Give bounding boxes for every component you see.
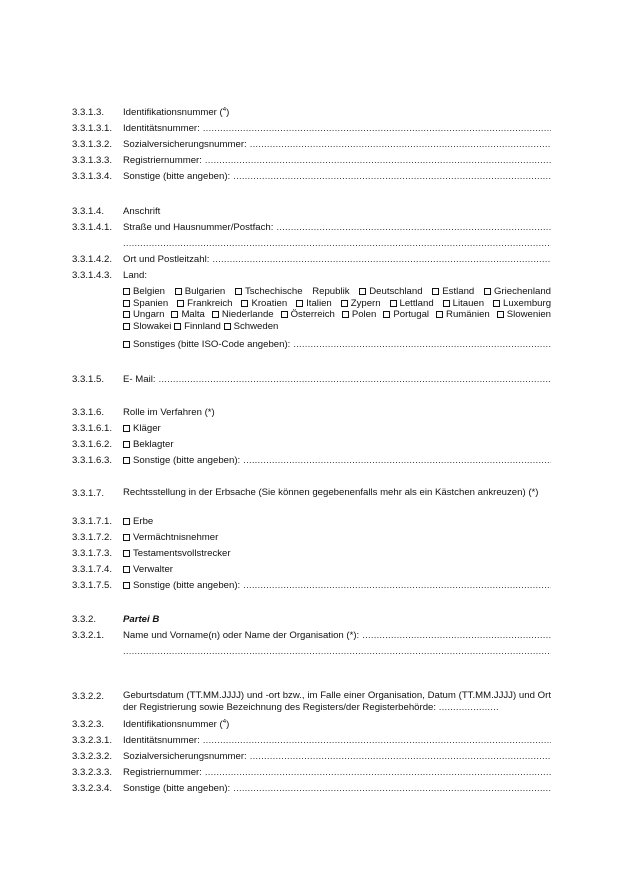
field-country — [72, 267, 551, 281]
section-title: Anschrift — [123, 206, 161, 217]
option-defendant[interactable] — [72, 436, 551, 450]
checkbox-icon[interactable] — [443, 300, 450, 307]
field-label: Straße und Hausnummer/Postfach: — [123, 222, 274, 233]
country-option[interactable] — [123, 286, 165, 297]
country-option[interactable] — [493, 298, 551, 309]
field-number: 3.3.1.7.2. — [72, 532, 113, 543]
checkbox-icon[interactable] — [383, 311, 390, 318]
checkbox-icon[interactable] — [241, 300, 248, 307]
option-executor[interactable] — [72, 545, 551, 559]
field-label: E- Mail: — [123, 374, 156, 385]
checkbox-icon[interactable] — [123, 550, 130, 557]
option-role-other[interactable] — [72, 452, 551, 466]
field-label: Geburtsdatum (TT.MM.JJJJ) und -ort bzw., im Falle einer Organisation, Datum (TT.MM.JJJJ) und Ort der Registrierung sowie Bezeichnung des Registers/der Registerbehörde: — [123, 690, 551, 713]
checkbox-icon[interactable] — [123, 534, 130, 541]
field-number: 3.3.1.6.3. — [72, 455, 113, 466]
field-number: 3.3.1.6.2. — [72, 439, 113, 450]
country-option[interactable] — [123, 321, 171, 332]
country-label: Slowakei — [133, 321, 172, 333]
country-option[interactable] — [484, 286, 551, 297]
section-heading-address — [72, 203, 551, 217]
country-option[interactable] — [224, 321, 279, 332]
checkbox-icon[interactable] — [123, 518, 130, 525]
field-label: Registriernummer: — [123, 155, 202, 166]
fill-in-line[interactable] — [212, 254, 551, 265]
country-option[interactable] — [390, 298, 434, 309]
field-label: Identitätsnummer: — [123, 735, 200, 746]
checkbox-icon[interactable] — [174, 323, 181, 330]
checkbox-icon[interactable] — [497, 311, 504, 318]
checkbox-icon[interactable] — [224, 323, 231, 330]
country-option[interactable] — [171, 309, 204, 320]
checkbox-icon[interactable] — [123, 288, 130, 295]
country-option[interactable] — [123, 309, 164, 320]
field-label: Registriernummer: — [123, 767, 202, 778]
fill-in-line[interactable] — [250, 139, 551, 150]
checkbox-icon[interactable] — [123, 457, 130, 464]
fill-in-line[interactable]: ..................... — [438, 701, 499, 713]
field-number: 3.3.1.7.4. — [72, 564, 113, 575]
country-option[interactable] — [281, 309, 335, 320]
section-title: Partei B — [123, 614, 160, 625]
checkbox-icon[interactable] — [342, 311, 349, 318]
section-title: Rolle im Verfahren (*) — [123, 407, 215, 418]
country-option[interactable] — [359, 286, 422, 297]
fill-in-line[interactable] — [276, 222, 551, 233]
field-number: 3.3.2.3.3. — [72, 767, 113, 778]
option-label: Kläger — [133, 423, 161, 434]
fill-in-line[interactable] — [233, 783, 551, 794]
field-registration-number-b[interactable] — [72, 764, 551, 778]
country-option[interactable] — [443, 298, 484, 309]
country-option[interactable] — [123, 298, 168, 309]
field-number: 3.3.1.4.3. — [72, 270, 113, 281]
field-number: 3.3.1.7.3. — [72, 548, 113, 559]
fill-in-line[interactable] — [123, 238, 551, 249]
country-label: Kroatien — [251, 297, 288, 309]
field-number: 3.3.1.3.2. — [72, 139, 113, 150]
fill-in-line[interactable] — [203, 123, 551, 134]
country-label: Bulgarien — [184, 286, 226, 297]
country-label: Rumänien — [446, 309, 490, 321]
field-other-id-b[interactable] — [72, 780, 551, 794]
field-birth-registration[interactable] — [123, 690, 551, 713]
country-checkbox-list — [123, 286, 551, 333]
country-label: Ungarn — [133, 309, 165, 321]
fill-in-line[interactable] — [362, 630, 551, 641]
field-number: 3.3.1.3.4. — [72, 171, 113, 182]
field-label: Ort und Postleitzahl: — [123, 254, 210, 265]
checkbox-icon[interactable] — [123, 566, 130, 573]
field-social-security-number-b[interactable] — [72, 748, 551, 762]
country-other-option[interactable]: Sonstiges (bitte ISO-Code angeben): — [123, 339, 290, 350]
checkbox-icon[interactable] — [123, 441, 130, 448]
checkbox-icon[interactable] — [177, 300, 184, 307]
section-number: 3.3.2.3. — [72, 719, 105, 730]
checkbox-icon[interactable] — [123, 311, 130, 318]
checkbox-icon[interactable] — [171, 311, 178, 318]
option-label: Sonstige (bitte angeben): — [133, 455, 241, 466]
option-label: Sonstige (bitte angeben): — [133, 580, 241, 591]
country-label: Slowenien — [506, 309, 552, 321]
country-label: Italien — [306, 297, 332, 309]
option-label: Erbe — [133, 516, 154, 527]
field-number: 3.3.1.5. — [72, 374, 105, 385]
country-label: Portugal — [393, 309, 430, 321]
field-number: 3.3.1.7.1. — [72, 516, 113, 527]
fill-in-line[interactable] — [203, 735, 551, 746]
country-label: Belgien — [133, 286, 166, 297]
country-option[interactable] — [241, 298, 287, 309]
country-option[interactable] — [436, 309, 490, 320]
fill-in-line[interactable] — [205, 767, 551, 778]
country-label: Luxemburg — [503, 297, 552, 309]
fill-in-line[interactable] — [205, 155, 551, 166]
option-label: Testamentsvollstrecker — [133, 548, 231, 559]
checkbox-icon[interactable] — [123, 300, 130, 307]
option-claimant[interactable] — [72, 420, 551, 434]
checkbox-icon[interactable] — [123, 582, 130, 589]
field-city-postcode[interactable] — [72, 251, 551, 265]
field-name-party-b-continuation[interactable] — [72, 643, 551, 657]
section-heading-identification-a — [72, 104, 551, 118]
field-label: Identitätsnummer: — [123, 123, 200, 134]
section-number: 3.3.1.3. — [72, 107, 105, 118]
field-number: 3.3.1.6.1. — [72, 423, 113, 434]
section-heading-identification-b — [72, 716, 551, 730]
section-title: Identifikationsnummer ($^4$) — [123, 719, 230, 730]
country-label: Zypern — [350, 297, 381, 309]
country-label: Österreich — [290, 309, 335, 321]
country-option[interactable] — [177, 298, 232, 309]
field-registration-number-a[interactable] — [72, 152, 551, 166]
section-number: 3.3.1.7. — [72, 488, 105, 499]
fill-in-line[interactable] — [159, 374, 551, 385]
country-option[interactable] — [341, 298, 381, 309]
checkbox-icon[interactable] — [281, 311, 288, 318]
field-street[interactable] — [72, 219, 551, 233]
country-label: Spanien — [133, 297, 169, 309]
section-title: Identifikationsnummer ($^4$) — [123, 107, 230, 118]
country-label: Frankreich — [187, 297, 233, 309]
field-label: Sonstige (bitte angeben): — [123, 783, 231, 794]
country-label: Finnland — [184, 321, 221, 333]
field-email[interactable] — [72, 371, 551, 385]
checkbox-icon[interactable] — [436, 311, 443, 318]
fill-in-line[interactable] — [233, 171, 551, 182]
field-label: Land: — [123, 270, 148, 281]
section-number: 3.3.1.4. — [72, 206, 105, 217]
field-label: Name und Vorname(n) oder Name der Organisation (*): — [123, 630, 360, 641]
country-label: Niederlande — [221, 309, 274, 321]
field-social-security-number-a[interactable] — [72, 136, 551, 150]
checkbox-icon[interactable] — [175, 288, 182, 295]
fill-in-line[interactable] — [250, 751, 551, 762]
country-option[interactable] — [342, 309, 377, 320]
option-label: Vermächtnisnehmer — [133, 532, 219, 543]
field-number: 3.3.2.1. — [72, 630, 105, 641]
country-label: Griechenland — [493, 286, 552, 297]
option-label: Beklagter — [133, 439, 174, 450]
field-number: 3.3.2.2. — [72, 691, 105, 702]
checkbox-icon[interactable] — [123, 341, 130, 348]
country-label: Schweden — [233, 321, 279, 333]
country-label: Deutschland — [369, 286, 423, 297]
country-option[interactable] — [212, 309, 274, 320]
option-label: Verwalter — [133, 564, 173, 575]
field-number: 3.3.1.7.5. — [72, 580, 113, 591]
checkbox-icon[interactable] — [432, 288, 439, 295]
footnote-ref[interactable]: 4 — [222, 719, 227, 725]
field-other-id-a[interactable] — [72, 168, 551, 182]
field-label: Sozialversicherungsnummer: — [123, 139, 247, 150]
option-legatee[interactable] — [72, 529, 551, 543]
field-identity-number-b[interactable] — [72, 732, 551, 746]
field-identity-number-a[interactable] — [72, 120, 551, 134]
field-label: Sozialversicherungsnummer: — [123, 751, 247, 762]
field-number: 3.3.2.3.4. — [72, 783, 113, 794]
field-number: 3.3.1.4.2. — [72, 254, 113, 265]
country-label: Polen — [351, 309, 377, 321]
country-option[interactable] — [296, 298, 332, 309]
field-number: 3.3.1.3.3. — [72, 155, 113, 166]
section-heading-role — [72, 404, 551, 418]
country-label: Lettland — [399, 297, 434, 309]
field-number: 3.3.2.3.2. — [72, 751, 113, 762]
fill-in-line[interactable] — [243, 580, 551, 591]
checkbox-icon[interactable] — [235, 288, 242, 295]
option-administrator[interactable] — [72, 561, 551, 575]
checkbox-icon[interactable] — [341, 300, 348, 307]
checkbox-icon[interactable] — [493, 300, 500, 307]
option-heir[interactable] — [72, 513, 551, 527]
checkbox-icon[interactable] — [123, 323, 130, 330]
field-label: Sonstige (bitte angeben): — [123, 171, 231, 182]
checkbox-icon[interactable] — [359, 288, 366, 295]
field-number: 3.3.1.4.1. — [72, 222, 113, 233]
country-label: Estland — [442, 286, 475, 297]
field-name-party-b[interactable] — [72, 627, 551, 641]
country-label: Malta — [181, 309, 205, 321]
footnote-ref[interactable]: 4 — [222, 107, 227, 113]
section-title-legal-status: Rechtsstellung in der Erbsache (Sie können gegebenenfalls mehr als ein Kästchen ankreuzen) (*) — [123, 487, 539, 498]
checkbox-icon[interactable] — [390, 300, 397, 307]
fill-in-line[interactable] — [123, 646, 551, 657]
section-number: 3.3.1.6. — [72, 407, 105, 418]
fill-in-line[interactable] — [293, 339, 551, 350]
option-legal-status-other[interactable] — [72, 577, 551, 591]
field-country-other[interactable] — [72, 336, 551, 350]
fill-in-line[interactable] — [243, 455, 551, 466]
country-option[interactable] — [175, 286, 226, 297]
country-option[interactable] — [383, 309, 429, 320]
field-number: 3.3.2.3.1. — [72, 735, 113, 746]
country-option[interactable] — [174, 321, 221, 332]
checkbox-icon[interactable] — [212, 311, 219, 318]
country-label: Litauen — [452, 297, 485, 309]
country-option[interactable] — [235, 286, 350, 297]
section-number: 3.3.2. — [72, 614, 97, 625]
section-heading-party-b — [72, 611, 551, 625]
field-street-continuation[interactable] — [72, 235, 551, 249]
checkbox-icon[interactable] — [123, 425, 130, 432]
field-number: 3.3.1.3.1. — [72, 123, 113, 134]
checkbox-icon[interactable] — [484, 288, 491, 295]
country-label: Tschechische Republik — [244, 286, 350, 297]
checkbox-icon[interactable] — [296, 300, 303, 307]
country-option[interactable] — [497, 309, 551, 320]
country-option[interactable] — [432, 286, 474, 297]
